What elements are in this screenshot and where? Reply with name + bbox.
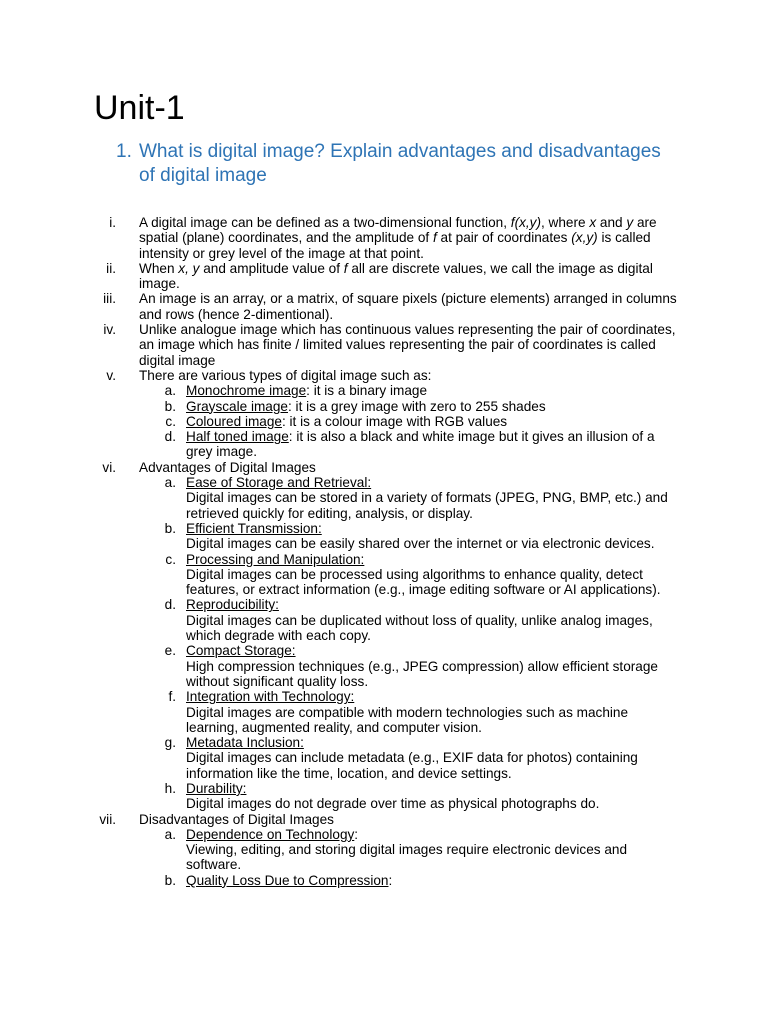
sub-item-text: : it is a colour image with RGB values [281,413,508,429]
list-item [0,812,679,827]
sub-item-term: Grayscale image [186,398,288,414]
italic-text: f(x,y) [510,215,541,230]
list-item-text [139,368,431,383]
sub-item-text: : it is also a black and white image but it gives an illusion of a grey image. [186,429,655,460]
list-item-text [139,291,677,321]
list-item-marker: i. [109,215,116,230]
sub-list-item [0,383,680,398]
text-run: Advantages of Digital Images [139,459,316,475]
sub-item-term: Ease of Storage and Retrieval: [186,475,372,491]
sub-item-description: Digital images can be easily shared over the internet or via electronic devices. [186,536,655,552]
answer-list [0,215,768,888]
page-title: Unit-1 [94,89,185,127]
sub-item-text: : it is a binary image [306,383,428,399]
list-item-text [139,215,657,261]
sub-item-term: Efficient Transmission: [186,520,322,536]
sub-item-text: : it is a grey image with zero to 255 shades [288,398,546,414]
sub-item-description: Digital images can be duplicated without loss of quality, unlike analog images, which degrade with each copy. [186,612,653,644]
list-item-marker: ii. [106,260,116,276]
text-run: are spatial (plane) coordinates, and the amplitude of [139,215,657,246]
text-run: at pair of coordinates [436,230,572,246]
list-item [0,460,679,475]
sub-list-item [0,521,680,552]
sub-list-item [0,597,680,643]
sub-item-description: Digital images do not degrade over time as physical photographs do. [186,796,600,812]
text-run: When [139,260,179,276]
sub-list-item [0,429,680,460]
sub-item-term: Compact Storage: [186,643,296,659]
sub-item-term: Processing and Manipulation: [186,551,365,567]
sub-item-term: Reproducibility: [186,597,279,613]
list-item-marker: vi. [102,459,116,475]
sub-item-term: Half toned image [186,429,289,445]
list-item-text [139,460,316,475]
question-heading [116,140,676,188]
list-item-text [139,322,676,368]
text-run: and [596,215,627,230]
text-run: There are various types of digital image such as: [139,367,432,383]
italic-text: x [589,215,597,230]
sub-list-item-marker: a. [164,383,176,399]
sub-list-item-marker: h. [164,780,176,796]
sub-item-term: Integration with Technology: [186,689,355,705]
list-item-text [139,261,653,291]
text-run: Unlike analogue image which has continuous values representing the pair of coordinates, an image which has finite / limited values representing the pair of coordinates is called digital image [139,322,676,368]
sub-list-item-marker: b. [164,520,176,536]
sub-list-item [0,689,680,735]
list-item-text [139,812,334,827]
sub-item-term: Quality Loss Due to Compression [186,872,389,888]
sub-list-item [0,399,680,414]
sub-list-item-marker: d. [164,429,176,445]
list-item-marker: vii. [99,811,116,827]
sub-list-item-marker: c. [165,551,176,567]
sub-item-description: Viewing, editing, and storing digital images require electronic devices and software. [186,842,628,873]
question-number: 1. [116,141,132,162]
sub-item-term: Dependence on Technology [186,826,355,842]
sub-item-description: High compression techniques (e.g., JPEG compression) allow efficient storage without significant quality loss. [186,658,658,689]
sub-list-item-marker: a. [164,475,176,491]
sub-list-item-marker: b. [164,872,176,888]
sub-list-item [0,735,680,781]
sub-item-description: Digital images can be stored in a variety of formats (JPEG, PNG, BMP, etc.) and retrieved quickly for editing, analysis, or display. [186,490,668,521]
list-item [0,291,679,322]
list-item [0,368,679,383]
italic-text: f [343,260,348,276]
sub-list-item [0,781,680,812]
sub-list-item-marker: b. [164,398,176,414]
sub-list-item-marker: a. [164,826,176,842]
text-run: all are discrete values, we call the image as digital image. [139,260,653,292]
sub-item-description: Digital images can be processed using algorithms to enhance quality, detect features, or extract information (e.g., image editing software or AI applications). [186,566,661,598]
sub-list-item [0,414,680,429]
italic-text: f [432,230,437,246]
sub-list-item-marker: c. [165,413,176,429]
list-item-marker: iv. [103,322,116,338]
sub-item-term: Metadata Inclusion: [186,735,304,751]
text-run: An image is an array, or a matrix, of square pixels (picture elements) arranged in columns and rows (hence 2-dimentional). [139,291,677,322]
question-text: What is digital image? Explain advantages and disadvantages of digital image [139,141,661,186]
italic-text: x, y [178,260,200,276]
italic-text: (x,y) [571,230,598,246]
sub-list-item [0,552,680,598]
sub-item-term: Monochrome image [186,383,307,399]
sub-list-item-marker: d. [164,597,176,613]
text-run: Disadvantages of Digital Images [139,811,334,827]
sub-item-term: Durability: [186,780,247,796]
text-run: A digital image can be defined as a two-dimensional function, [139,215,511,230]
list-item [0,261,679,292]
text-run: , where [541,215,590,230]
sub-list-item-marker: f. [168,689,176,705]
sub-list-item [0,475,680,521]
list-item [0,322,679,368]
sub-list-item [0,827,680,873]
sub-list-item [0,643,680,689]
list-item [0,215,679,261]
sub-item-text: : [388,872,393,888]
sub-item-term: Coloured image [186,413,282,429]
sub-item-description: Digital images can include metadata (e.g., EXIF data for photos) containing information like the time, location, and device settings. [186,750,638,781]
sub-item-text: : [354,826,359,842]
sub-list-item-marker: g. [164,735,176,751]
sub-list-item [0,873,680,888]
text-run: and amplitude value of [199,260,344,276]
text-run: is called intensity or grey level of the image at that point. [139,230,651,261]
sub-list-item-marker: e. [164,643,176,659]
italic-text: y [626,215,634,230]
list-item-marker: v. [106,367,116,383]
list-item-marker: iii. [103,291,116,307]
sub-item-description: Digital images are compatible with modern technologies such as machine learning, augmented reality, and computer vision. [186,704,629,735]
